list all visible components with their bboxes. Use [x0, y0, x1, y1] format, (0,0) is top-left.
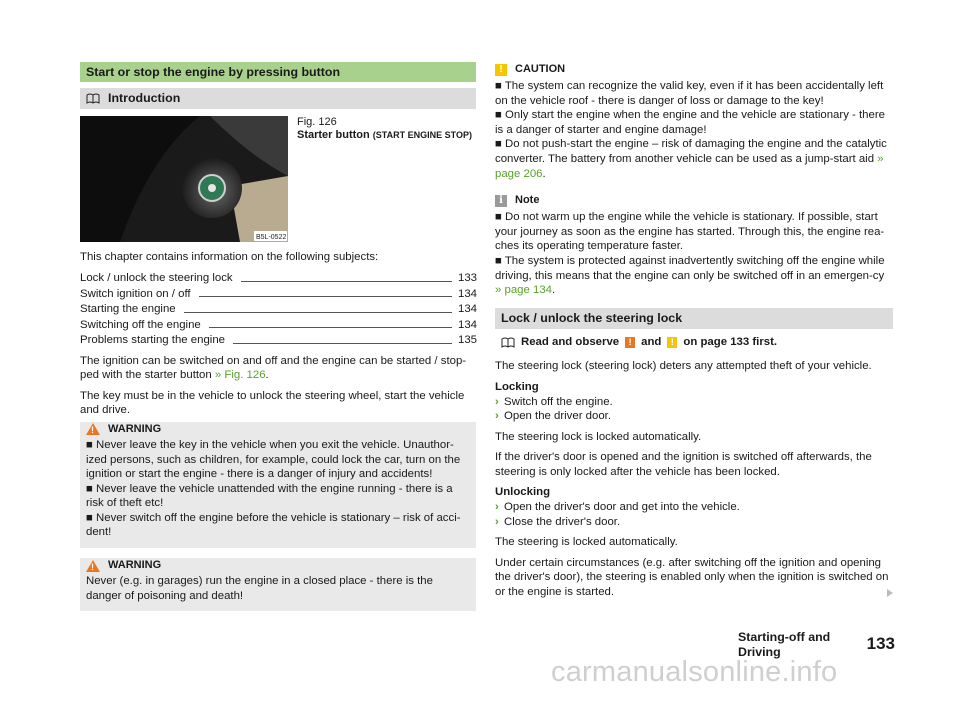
read-observe-and: and: [641, 335, 662, 348]
chevron-right-icon: ›: [495, 410, 499, 423]
figure-title-text: Starter button: [297, 129, 370, 141]
toc-row[interactable]: [80, 286, 476, 301]
caution-item: [495, 137, 893, 181]
toc-label: Starting the engine: [80, 303, 176, 316]
warning-header: [80, 558, 476, 573]
locking-para: The steering lock is locked automatically.: [495, 430, 702, 443]
chevron-right-icon: ›: [495, 515, 499, 528]
toc: [80, 271, 476, 348]
steering-intro: The steering lock (steering lock) deters any attempted theft of your vehicle.: [495, 360, 872, 373]
note-text: ■ The system is protected against inadvertently switching off the engine while driving, this means that the engine can only be switched off in an emergen-cy: [495, 254, 885, 282]
warning-icon: !: [625, 337, 635, 348]
locking-title: Locking: [495, 380, 539, 393]
warning-icon: !: [86, 423, 100, 435]
warning-box: [80, 422, 476, 548]
chapter-name: Starting-off and Driving: [738, 630, 831, 659]
unlocking-title: Unlocking: [495, 486, 551, 499]
step-text: Open the driver door.: [504, 410, 612, 423]
figure: [80, 116, 476, 242]
step-item: [495, 409, 893, 424]
right-column: [495, 62, 893, 606]
watermark: carmanualsonline.info: [551, 656, 838, 688]
para-text: The ignition can be switched on and off and the engine can be started / stop-ped with the starter button: [80, 354, 467, 382]
caution-item: ■ Only start the engine when the engine and the vehicle are stationary - there is a danger of starter and engine damage!: [495, 109, 885, 136]
toc-row[interactable]: [80, 301, 476, 316]
section-title: Start or stop the engine by pressing button: [80, 62, 476, 82]
read-observe-line: [495, 335, 893, 350]
figure-title-code: (START ENGINE STOP): [372, 130, 472, 140]
unlocking-text: Under certain circumstances (e.g. after switching off the ignition and opening the driver's door), the steering is enabled only when the ignition is switched on or the engine is started.: [495, 556, 889, 599]
caution-text: ■ Do not push-start the engine – risk of damaging the engine and the catalytic converter. The battery from another vehicle can be used as a jump-start aid: [495, 138, 887, 165]
page-number: 133: [866, 634, 895, 654]
para-end: .: [265, 369, 269, 382]
page-footer: [738, 630, 895, 659]
step-text: Open the driver's door and get into the vehicle.: [504, 501, 740, 514]
book-icon: [501, 337, 515, 348]
step-text: Switch off the engine.: [504, 395, 613, 408]
warning-icon: !: [86, 560, 100, 572]
figure-title: [297, 129, 472, 142]
note-end: .: [552, 284, 556, 297]
paragraph-key: The key must be in the vehicle to unlock the steering wheel, start the vehicle and drive.: [80, 389, 465, 417]
step-item: [495, 500, 893, 515]
intro-header: [80, 88, 476, 109]
toc-page: 134: [458, 318, 478, 331]
subjects-intro: This chapter contains information on the following subjects:: [80, 251, 379, 263]
toc-label: Problems starting the engine: [80, 333, 225, 346]
toc-label: Lock / unlock the steering lock: [80, 272, 233, 285]
toc-page: 135: [458, 333, 478, 346]
warning-title: WARNING: [108, 423, 162, 436]
caution-item: ■ The system can recognize the valid key, even if it has been accidentally left on the vehicle roof - there is danger of loss or damage to the key!: [495, 80, 884, 107]
chevron-right-icon: ›: [495, 395, 499, 408]
caution-icon: !: [495, 64, 507, 76]
chevron-right-icon: ›: [495, 501, 499, 514]
unlocking-para: The steering is locked automatically.: [495, 536, 678, 549]
toc-row[interactable]: [80, 332, 476, 347]
note-header: [495, 193, 893, 208]
unlocking-para: [495, 556, 893, 600]
note-title: Note: [515, 194, 540, 207]
page-link[interactable]: » page 206: [495, 152, 884, 180]
toc-row[interactable]: [80, 271, 476, 286]
locking-para: If the driver's door is opened and the ignition is switched off afterwards, the steering is only locked after the vehicle has been locked.: [495, 451, 872, 478]
toc-label: Switch ignition on / off: [80, 287, 191, 300]
starter-button-photo: [80, 116, 288, 242]
toc-page: 133: [458, 272, 478, 285]
warning-box-2: [80, 558, 476, 611]
warning-title: WARNING: [108, 559, 162, 572]
note-item: [495, 254, 893, 298]
paragraph-ignition: [80, 354, 476, 383]
intro-title: Introduction: [108, 91, 181, 105]
info-icon: i: [495, 195, 507, 207]
warning-header: [80, 422, 476, 437]
warning-item: ■ Never leave the vehicle unattended with the engine running - there is a risk of theft etc!: [86, 482, 453, 510]
step-text: Close the driver's door.: [504, 515, 621, 528]
toc-row[interactable]: [80, 317, 476, 332]
read-observe-prefix: Read and observe: [521, 335, 620, 348]
toc-label: Switching off the engine: [80, 318, 201, 331]
warning-text: Never (e.g. in garages) run the engine in a closed place - there is the danger of poisoning and death!: [86, 575, 433, 602]
caution-title: CAUTION: [515, 63, 566, 76]
step-item: [495, 395, 893, 410]
figure-number: Fig. 126: [297, 116, 337, 128]
left-column: [80, 62, 476, 621]
book-icon: [86, 93, 100, 104]
page-link[interactable]: » page 134: [495, 284, 553, 297]
toc-page: 134: [458, 287, 478, 300]
warning-item: ■ Never switch off the engine before the vehicle is stationary – risk of acci-dent!: [86, 511, 461, 539]
read-observe-suffix: on page 133 first.: [683, 335, 778, 348]
caution-header: [495, 62, 893, 77]
step-item: [495, 515, 893, 530]
note-item: ■ Do not warm up the engine while the vehicle is stationary. If possible, start your journey as soon as the engine has started. Through this, the engine rea-ches its operating temperature faster.: [495, 211, 885, 253]
figure-caption: [297, 116, 472, 242]
toc-page: 134: [458, 303, 478, 316]
figure-link[interactable]: » Fig. 126: [214, 369, 266, 382]
caution-icon: !: [667, 337, 677, 348]
warning-item: ■ Never leave the key in the vehicle when you exit the vehicle. Unauthor-ized persons, such as children, for example, could lock the car, turn on the ignition or start the engine - there is a danger of injury and accidents!: [86, 438, 461, 481]
steering-lock-title: Lock / unlock the steering lock: [495, 308, 893, 329]
continue-arrow-icon: [887, 589, 893, 597]
image-code: B5L-0522: [256, 234, 287, 241]
caution-end: .: [542, 167, 546, 180]
